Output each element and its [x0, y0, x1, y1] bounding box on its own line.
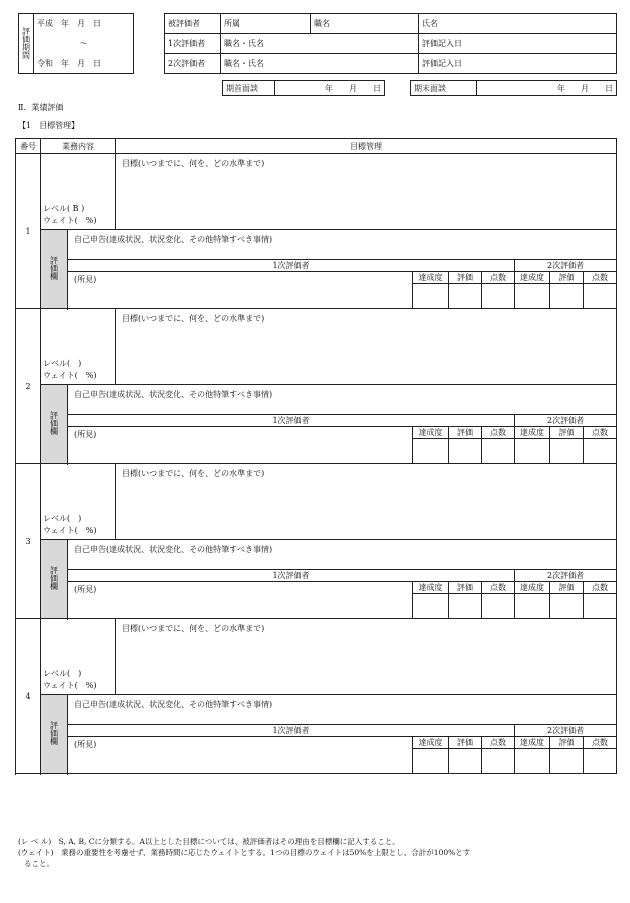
- second-evaluator-label: 2次評価者: [546, 726, 585, 735]
- first-evaluator-label: 1次評価者: [272, 571, 310, 580]
- first-achievement-input[interactable]: [413, 284, 449, 309]
- first-achievement-label: 達成度: [418, 428, 443, 437]
- item-number: 2: [25, 381, 31, 391]
- first-points-label: 点数: [490, 428, 506, 437]
- second-evaluator-header: [515, 570, 617, 582]
- goal-row: [16, 309, 617, 385]
- first-evaluator-header: [68, 415, 515, 427]
- score-header-row: [16, 272, 617, 284]
- start-interview-date-field[interactable]: [275, 81, 385, 96]
- opinion-field[interactable]: [68, 582, 413, 619]
- goal-prompt: 目標(いつまでに、何を、どの水準まで): [122, 469, 265, 478]
- second-rating-input[interactable]: [550, 284, 584, 309]
- second-evaluator-name-label: 職名・氏名: [224, 59, 264, 68]
- first-evaluator-header: [68, 725, 515, 737]
- period-start-date: 平成 年 月 日: [37, 19, 101, 29]
- first-points-input[interactable]: [482, 749, 515, 774]
- opinion-label: (所見): [74, 585, 97, 594]
- self-report-row: [16, 230, 617, 260]
- first-achievement-label: 達成度: [418, 738, 443, 747]
- eval-label-cell: [41, 385, 68, 464]
- second-rating-header: [550, 427, 584, 439]
- first-rating-header: [449, 582, 482, 594]
- self-report-row: [16, 540, 617, 570]
- second-points-label: 点数: [592, 738, 609, 747]
- score-header-row: [16, 427, 617, 439]
- first-points-input[interactable]: [482, 439, 515, 464]
- eval-label-cell: [41, 695, 68, 774]
- first-points-label: 点数: [490, 273, 506, 282]
- first-achievement-input[interactable]: [413, 439, 449, 464]
- goal-prompt: 目標(いつまでに、何を、どの水準まで): [122, 314, 265, 323]
- header-management: [116, 139, 617, 154]
- second-points-header: [584, 272, 617, 284]
- goal-prompt: 目標(いつまでに、何を、どの水準まで): [122, 159, 265, 168]
- second-rating-label: 評価: [558, 583, 575, 592]
- item-number: 4: [25, 691, 31, 701]
- second-points-label: 点数: [592, 428, 609, 437]
- first-rating-input[interactable]: [449, 284, 482, 309]
- goal-row: [16, 154, 617, 230]
- first-achievement-label: 達成度: [418, 273, 443, 282]
- second-achievement-label: 達成度: [520, 273, 544, 282]
- item-number-cell: [16, 464, 41, 619]
- second-points-input[interactable]: [584, 594, 617, 619]
- first-rating-input[interactable]: [449, 749, 482, 774]
- opinion-label: (所見): [74, 430, 97, 439]
- evaluator-header-row: [16, 415, 617, 427]
- first-rating-label: 評価: [457, 273, 473, 282]
- note-weight: [18, 847, 470, 858]
- note-weight-cont: [18, 858, 470, 869]
- item-level: レベル( B ): [43, 204, 85, 213]
- goal-row: [16, 619, 617, 695]
- second-points-label: 点数: [592, 273, 609, 282]
- evaluatee-role-label: 被評価者: [168, 19, 200, 28]
- second-achievement-header: [515, 272, 550, 284]
- evaluation-period-table: [18, 13, 134, 74]
- first-achievement-header: [413, 737, 449, 749]
- evaluatee-dept-label: 所属: [224, 19, 240, 28]
- evaluatee-name-field[interactable]: [419, 14, 617, 34]
- second-evaluator-role-label: 2次評価者: [168, 59, 206, 68]
- opinion-label: (所見): [74, 740, 97, 749]
- first-achievement-header: [413, 272, 449, 284]
- item-number: 3: [25, 536, 31, 546]
- second-rating-label: 評価: [558, 273, 575, 282]
- evaluatee-role: [165, 14, 221, 34]
- eval-label: 評価欄: [49, 256, 59, 280]
- period-end-cell[interactable]: [34, 54, 134, 74]
- note-level-text: S, A, B, Cに分類する。A以上とした目標については、被評価者はその理由を目標欄に記入すること。: [58, 837, 400, 846]
- first-points-input[interactable]: [482, 284, 515, 309]
- header-number-label: 番号: [20, 141, 36, 151]
- item-number: 1: [25, 226, 31, 236]
- second-evaluator-header: [515, 415, 617, 427]
- first-achievement-label: 達成度: [418, 583, 443, 592]
- item-weight: ウェイト( %): [43, 681, 97, 690]
- item-level: レベル( ): [43, 669, 82, 678]
- first-points-header: [482, 582, 515, 594]
- start-interview-date: 年 月 日: [325, 83, 381, 93]
- first-evaluator-name-label: 職名・氏名: [224, 39, 264, 48]
- second-points-header: [584, 737, 617, 749]
- item-number-cell: [16, 309, 41, 464]
- second-achievement-input[interactable]: [515, 439, 550, 464]
- second-evaluator-date-field[interactable]: [419, 54, 617, 74]
- eval-label-cell: [41, 230, 68, 309]
- second-achievement-header: [515, 737, 550, 749]
- first-achievement-input[interactable]: [413, 594, 449, 619]
- goal-management-table: [15, 138, 617, 774]
- subsection-title: 【1 目標管理】: [18, 121, 80, 130]
- period-start-cell[interactable]: [34, 14, 134, 34]
- second-points-input[interactable]: [584, 284, 617, 309]
- self-report-prompt: 自己申告(達成状況、状況変化、その他特筆すべき事情): [74, 235, 273, 244]
- second-achievement-label: 達成度: [520, 583, 544, 592]
- evaluator-header-row: [16, 260, 617, 272]
- header-management-label: 目標管理: [350, 141, 383, 151]
- item-content-cell[interactable]: [41, 309, 116, 385]
- evaluator-header-row: [16, 725, 617, 737]
- notes: [18, 836, 470, 869]
- self-report-row: [16, 385, 617, 415]
- self-report-field[interactable]: [68, 695, 617, 725]
- second-achievement-label: 達成度: [520, 428, 544, 437]
- first-evaluator-date-label: 評価記入日: [422, 39, 462, 48]
- header-content-label: 業務内容: [62, 141, 94, 151]
- item-level: レベル( ): [43, 514, 82, 523]
- note-level: [18, 836, 470, 847]
- first-rating-header: [449, 427, 482, 439]
- second-evaluator-label: 2次評価者: [546, 261, 585, 270]
- first-evaluator-role: [165, 34, 221, 54]
- evaluator-header-row: [16, 570, 617, 582]
- goal-field[interactable]: [116, 154, 617, 230]
- second-rating-input[interactable]: [550, 594, 584, 619]
- second-rating-header: [550, 272, 584, 284]
- first-rating-label: 評価: [457, 428, 473, 437]
- item-content-cell[interactable]: [41, 464, 116, 540]
- self-report-field[interactable]: [68, 385, 617, 415]
- first-evaluator-label: 1次評価者: [272, 726, 310, 735]
- item-level: レベル( ): [43, 359, 82, 368]
- first-evaluator-role-label: 1次評価者: [168, 39, 206, 48]
- second-rating-header: [550, 582, 584, 594]
- end-interview-date-field[interactable]: [477, 81, 617, 96]
- first-rating-label: 評価: [457, 583, 473, 592]
- item-weight: ウェイト( %): [43, 216, 97, 225]
- evaluation-period-label: 評価期間: [21, 26, 31, 59]
- second-rating-input[interactable]: [550, 749, 584, 774]
- end-interview-date: 年 月 日: [557, 83, 613, 93]
- second-rating-label: 評価: [558, 738, 575, 747]
- first-evaluator-label: 1次評価者: [272, 416, 310, 425]
- goal-field[interactable]: [116, 464, 617, 540]
- start-interview-table: [222, 80, 385, 96]
- end-interview-table: [410, 80, 617, 96]
- first-evaluator-name-field[interactable]: [221, 34, 419, 54]
- evaluation-period-label-cell: [19, 14, 34, 74]
- second-rating-input[interactable]: [550, 439, 584, 464]
- first-rating-input[interactable]: [449, 594, 482, 619]
- second-evaluator-name-field[interactable]: [221, 54, 419, 74]
- eval-label: 評価欄: [49, 566, 59, 590]
- second-achievement-input[interactable]: [515, 594, 550, 619]
- start-interview-label: 期首面談: [226, 83, 258, 93]
- self-report-row: [16, 695, 617, 725]
- first-rating-input[interactable]: [449, 439, 482, 464]
- first-evaluator-header: [68, 570, 515, 582]
- item-weight: ウェイト( %): [43, 526, 97, 535]
- self-report-field[interactable]: [68, 230, 617, 260]
- first-points-label: 点数: [490, 583, 506, 592]
- score-header-row: [16, 737, 617, 749]
- opinion-field[interactable]: [68, 272, 413, 309]
- period-tilde: ～: [79, 39, 88, 48]
- first-points-header: [482, 427, 515, 439]
- evaluatee-dept-field[interactable]: [221, 14, 311, 34]
- second-points-label: 点数: [592, 583, 609, 592]
- evaluatee-title-label: 職名: [314, 19, 330, 28]
- second-points-input[interactable]: [584, 749, 617, 774]
- goal-field[interactable]: [116, 619, 617, 695]
- second-evaluator-label: 2次評価者: [546, 571, 585, 580]
- self-report-prompt: 自己申告(達成状況、状況変化、その他特筆すべき事情): [74, 390, 273, 399]
- period-tilde-cell: [34, 34, 134, 54]
- evaluator-table: [164, 13, 617, 74]
- end-interview-label-cell: [411, 81, 477, 96]
- self-report-field[interactable]: [68, 540, 617, 570]
- goal-row: [16, 464, 617, 540]
- note-weight-key: (ウェイト): [18, 848, 54, 857]
- first-points-header: [482, 272, 515, 284]
- first-achievement-input[interactable]: [413, 749, 449, 774]
- start-interview-label-cell: [223, 81, 275, 96]
- header-content: [41, 139, 116, 154]
- score-header-row: [16, 582, 617, 594]
- second-achievement-label: 達成度: [520, 738, 544, 747]
- header-number: [16, 139, 41, 154]
- first-points-header: [482, 737, 515, 749]
- second-evaluator-role: [165, 54, 221, 74]
- second-achievement-input[interactable]: [515, 284, 550, 309]
- opinion-field[interactable]: [68, 427, 413, 464]
- note-weight-cont-text: ること。: [24, 859, 54, 868]
- eval-label: 評価欄: [49, 411, 59, 435]
- first-evaluator-label: 1次評価者: [272, 261, 310, 270]
- goal-prompt: 目標(いつまでに、何を、どの水準まで): [122, 624, 265, 633]
- end-interview-label: 期末面談: [414, 83, 446, 93]
- note-weight-text: 業務の重要性を考慮せず、業務時間に応じたウェイトとする。1つの目標のウェイトは50%を上限とし、合計が100%とす: [61, 848, 471, 857]
- opinion-label: (所見): [74, 275, 97, 284]
- second-evaluator-header: [515, 725, 617, 737]
- second-achievement-header: [515, 582, 550, 594]
- item-number-cell: [16, 154, 41, 309]
- second-points-header: [584, 582, 617, 594]
- first-evaluator-header: [68, 260, 515, 272]
- second-evaluator-date-label: 評価記入日: [422, 59, 462, 68]
- item-number-cell: [16, 619, 41, 774]
- note-level-key: (レ ベ ル): [18, 837, 52, 846]
- first-rating-header: [449, 737, 482, 749]
- second-points-header: [584, 427, 617, 439]
- first-rating-header: [449, 272, 482, 284]
- second-points-input[interactable]: [584, 439, 617, 464]
- first-achievement-header: [413, 427, 449, 439]
- first-achievement-header: [413, 582, 449, 594]
- opinion-field[interactable]: [68, 737, 413, 774]
- item-content-cell[interactable]: [41, 154, 116, 230]
- evaluatee-name-label: 氏名: [422, 19, 438, 28]
- self-report-prompt: 自己申告(達成状況、状況変化、その他特筆すべき事情): [74, 545, 273, 554]
- period-end-date: 令和 年 月 日: [37, 58, 101, 68]
- goal-field[interactable]: [116, 309, 617, 385]
- second-achievement-input[interactable]: [515, 749, 550, 774]
- second-rating-label: 評価: [558, 428, 575, 437]
- item-content-cell[interactable]: [41, 619, 116, 695]
- first-evaluator-date-field[interactable]: [419, 34, 617, 54]
- first-points-input[interactable]: [482, 594, 515, 619]
- self-report-prompt: 自己申告(達成状況、状況変化、その他特筆すべき事情): [74, 700, 273, 709]
- second-rating-header: [550, 737, 584, 749]
- eval-label-cell: [41, 540, 68, 619]
- section-title: Ⅱ．業績評価: [18, 103, 64, 112]
- second-achievement-header: [515, 427, 550, 439]
- first-points-label: 点数: [490, 738, 506, 747]
- evaluatee-title-field[interactable]: [311, 14, 419, 34]
- second-evaluator-label: 2次評価者: [546, 416, 585, 425]
- second-evaluator-header: [515, 260, 617, 272]
- first-rating-label: 評価: [457, 738, 473, 747]
- item-weight: ウェイト( %): [43, 371, 97, 380]
- eval-label: 評価欄: [49, 721, 59, 745]
